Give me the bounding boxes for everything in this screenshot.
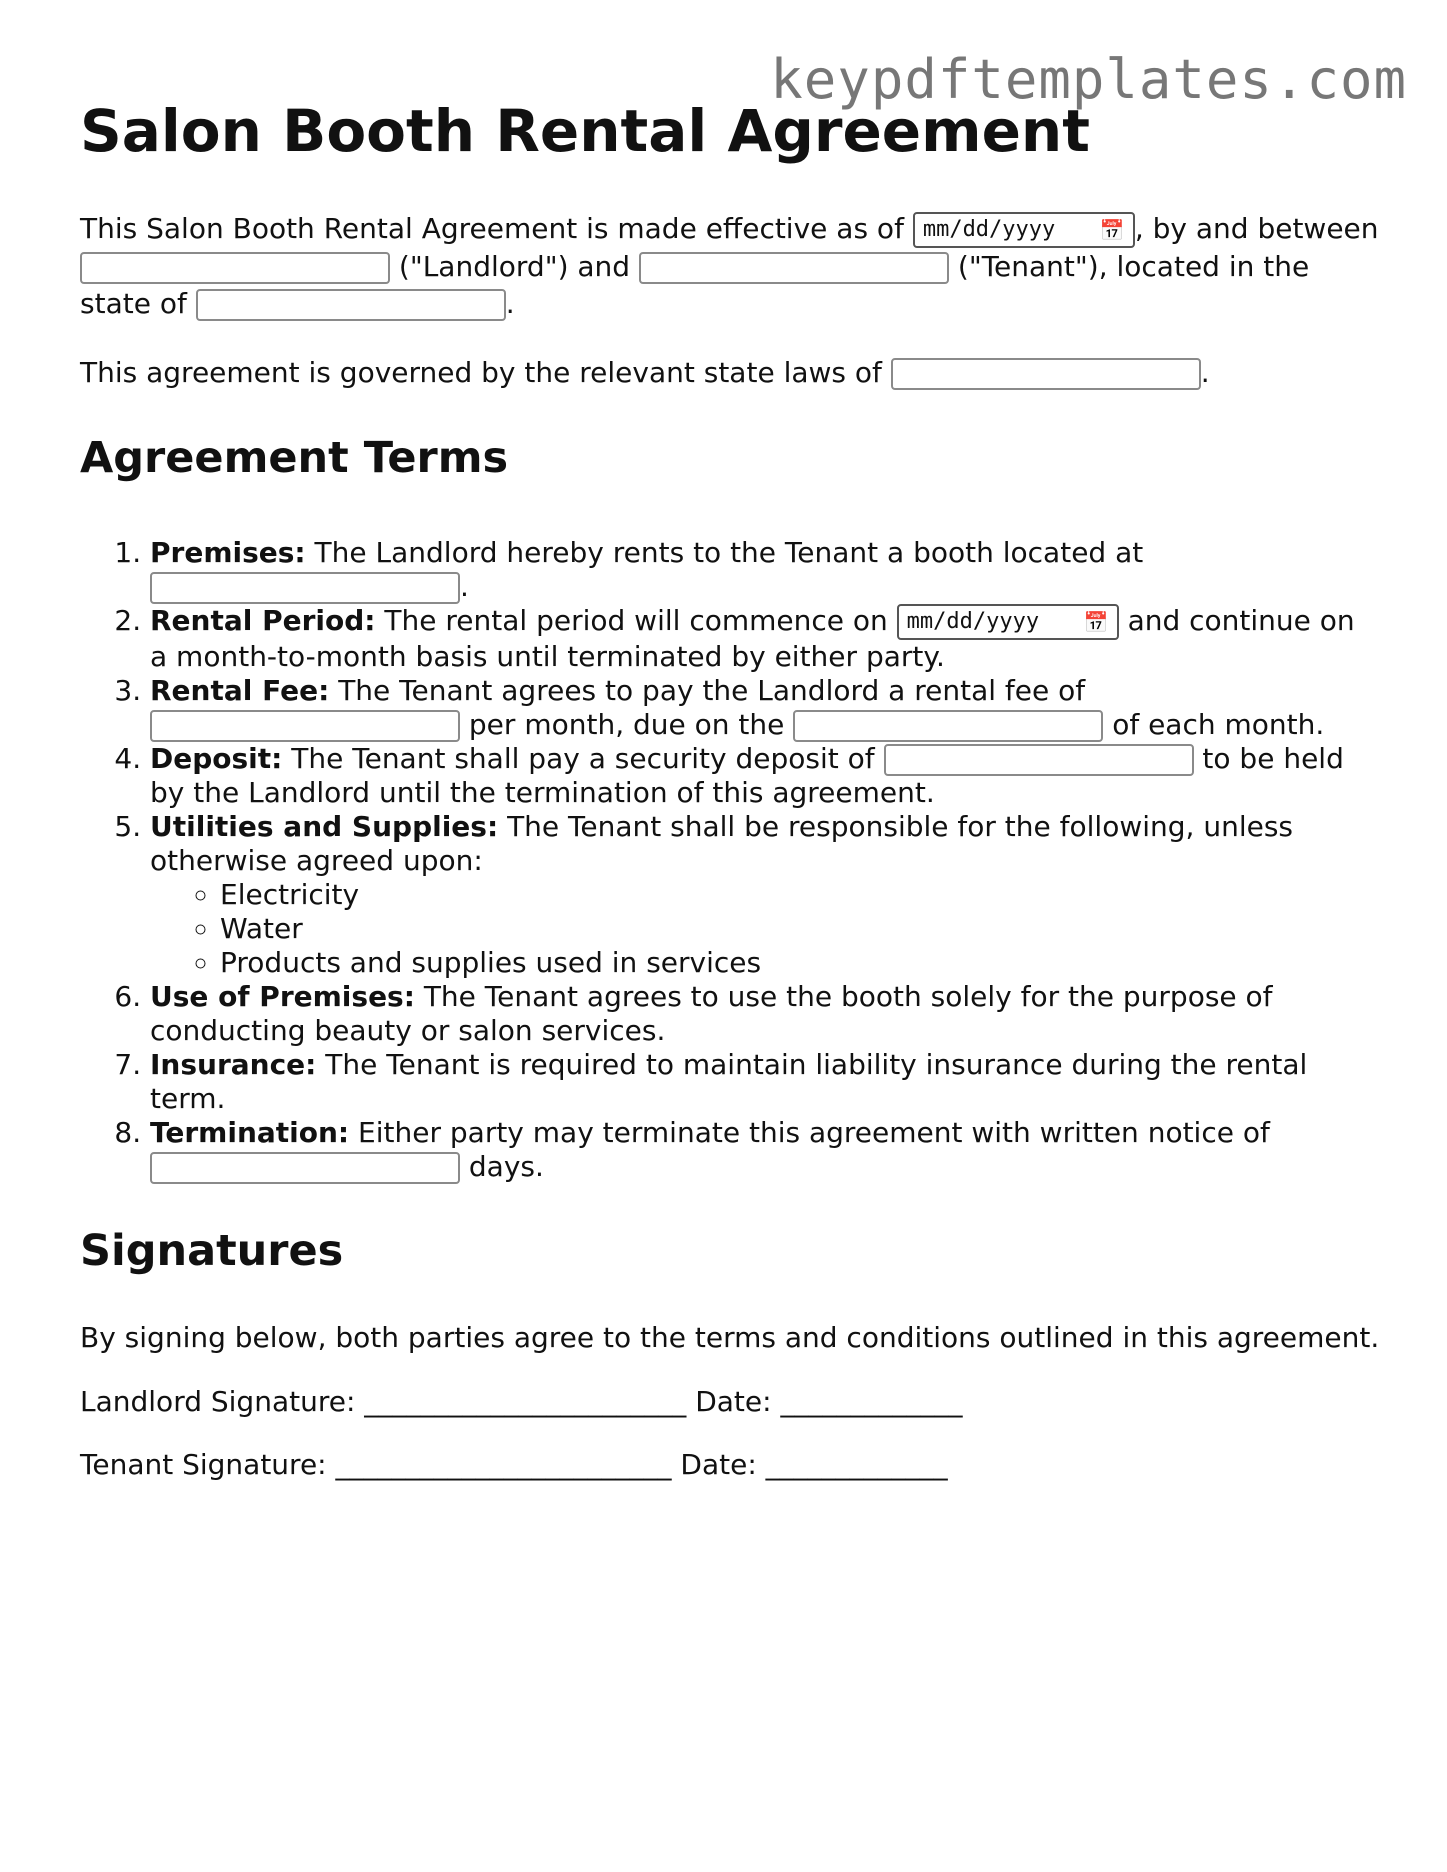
term-text: The Tenant shall be responsible for the following, unless otherwise agreed upon: bbox=[150, 810, 1294, 878]
tenant-name-input[interactable] bbox=[639, 252, 949, 284]
term-utilities bbox=[150, 810, 1380, 980]
date-placeholder: mm/dd/yyyy bbox=[906, 609, 1040, 635]
term-label: Utilities and Supplies: bbox=[150, 810, 499, 844]
utilities-list bbox=[150, 878, 1380, 980]
effective-date-input[interactable] bbox=[913, 212, 1135, 248]
term-label: Termination: bbox=[150, 1116, 350, 1150]
term-mid: per month, due on the bbox=[468, 708, 785, 742]
term-text: The Tenant shall pay a security deposit of bbox=[291, 742, 875, 776]
term-rental-fee bbox=[150, 674, 1380, 742]
term-label: Premises: bbox=[150, 536, 306, 570]
booth-location-input[interactable] bbox=[150, 572, 460, 604]
term-text: The Landlord hereby rents to the Tenant a booth located at bbox=[314, 536, 1144, 570]
due-day-input[interactable] bbox=[793, 710, 1103, 742]
intro-text-3: ("Landlord") and bbox=[398, 249, 631, 283]
intro-text-2: , by and between bbox=[1134, 211, 1379, 245]
term-end: and continue on a month-to-month basis until terminated by either party. bbox=[150, 604, 1355, 674]
term-termination bbox=[150, 1116, 1380, 1184]
agreement-page bbox=[80, 97, 1380, 1509]
term-text: The Tenant agrees to pay the Landlord a rental fee of bbox=[338, 674, 1086, 708]
signatures-text: By signing below, both parties agree to the terms and conditions outlined in this agreement. bbox=[80, 1321, 1380, 1355]
term-premises bbox=[150, 536, 1380, 604]
intro-paragraph bbox=[80, 210, 1380, 322]
terms-heading: Agreement Terms bbox=[80, 432, 509, 483]
term-rental-period bbox=[150, 604, 1380, 674]
governed-paragraph bbox=[80, 354, 1380, 391]
term-use bbox=[150, 980, 1380, 1048]
governing-state-input[interactable] bbox=[891, 358, 1201, 390]
intro-text-1: This Salon Booth Rental Agreement is made effective as of bbox=[80, 211, 904, 245]
term-text: The Tenant is required to maintain liability insurance during the rental term. bbox=[150, 1048, 1308, 1116]
landlord-signature-line: Landlord Signature: _______________________ Date: _____________ bbox=[80, 1385, 963, 1419]
governed-text: This agreement is governed by the relevant state laws of bbox=[80, 355, 882, 389]
term-label: Rental Fee: bbox=[150, 674, 330, 708]
term-end: of each month. bbox=[1112, 708, 1325, 742]
term-label: Use of Premises: bbox=[150, 980, 415, 1014]
list-item: ◦ Electricity bbox=[220, 878, 1380, 912]
tenant-signature-line: Tenant Signature: ________________________ Date: _____________ bbox=[80, 1448, 948, 1482]
notice-days-input[interactable] bbox=[150, 1152, 460, 1184]
landlord-name-input[interactable] bbox=[80, 252, 390, 284]
list-item: ◦ Products and supplies used in services bbox=[220, 946, 1380, 980]
state-input[interactable] bbox=[196, 289, 506, 321]
rental-fee-input[interactable] bbox=[150, 710, 460, 742]
watermark: keypdftemplates.com bbox=[770, 48, 1407, 111]
governed-end: . bbox=[1200, 355, 1210, 389]
list-item: ◦ Water bbox=[220, 912, 1380, 946]
term-end: to be held by the Landlord until the termination of this agreement. bbox=[150, 742, 1344, 810]
deposit-input[interactable] bbox=[884, 744, 1194, 776]
page-title: Salon Booth Rental Agreement bbox=[80, 97, 1090, 165]
term-text: The rental period will commence on bbox=[384, 604, 888, 638]
term-label: Rental Period: bbox=[150, 604, 376, 638]
term-label: Insurance: bbox=[150, 1048, 317, 1082]
term-end: days. bbox=[468, 1150, 544, 1184]
term-end: . bbox=[460, 570, 469, 604]
terms-list bbox=[80, 536, 1380, 1184]
commence-date-input[interactable] bbox=[897, 604, 1119, 640]
term-text: The Tenant agrees to use the booth solely for the purpose of conducting beauty or salon services. bbox=[150, 980, 1273, 1048]
term-text: Either party may terminate this agreement with written notice of bbox=[358, 1116, 1270, 1150]
signatures-heading: Signatures bbox=[80, 1226, 344, 1277]
calendar-icon[interactable]: 📅 bbox=[1099, 217, 1125, 242]
term-label: Deposit: bbox=[150, 742, 283, 776]
calendar-icon[interactable]: 📅 bbox=[1083, 610, 1109, 635]
intro-text-4: ("Tenant"), located in the state of bbox=[80, 249, 1310, 320]
date-placeholder: mm/dd/yyyy bbox=[922, 216, 1056, 242]
term-deposit bbox=[150, 742, 1380, 810]
intro-text-5: . bbox=[505, 286, 515, 320]
term-insurance bbox=[150, 1048, 1380, 1116]
